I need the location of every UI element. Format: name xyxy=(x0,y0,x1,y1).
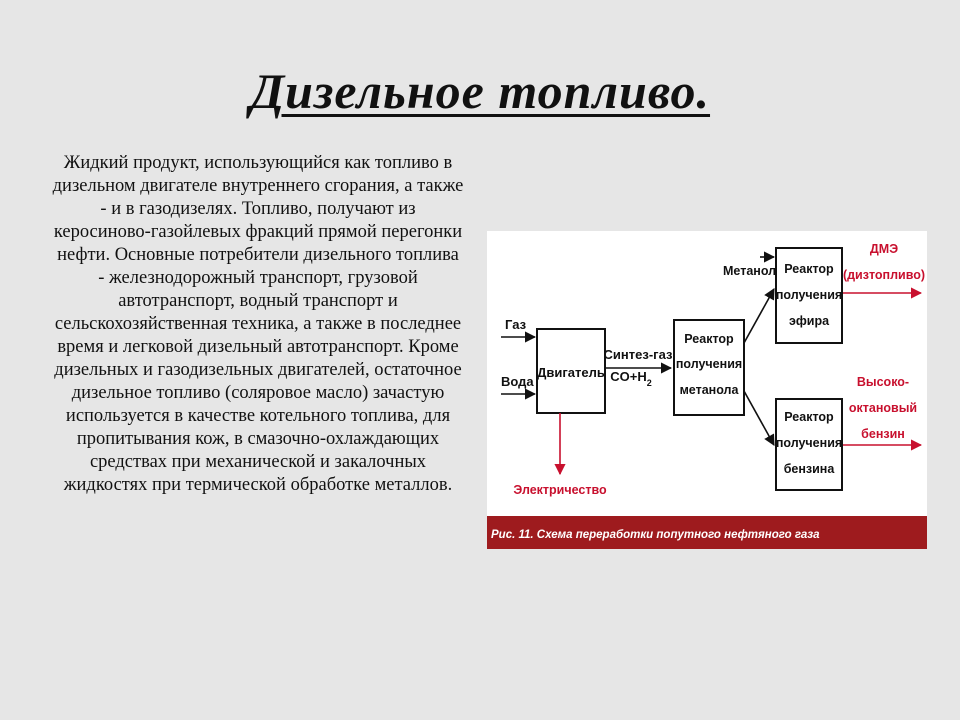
methanol-reactor-line2: получения xyxy=(675,357,743,371)
gas-label: Газ xyxy=(505,317,527,332)
process-diagram-svg xyxy=(487,231,927,549)
gasoline-output-line3: бензин xyxy=(861,427,905,441)
gasoline-output-line2: октановый xyxy=(848,401,918,415)
methanol-label: Метанол xyxy=(723,264,777,278)
process-diagram xyxy=(487,231,927,549)
syngas-formula-subscript: 2 xyxy=(646,378,652,388)
syngas-formula-main: CO+H xyxy=(610,369,647,384)
methanol-reactor-line1: Реактор xyxy=(684,332,734,346)
water-label: Вода xyxy=(501,374,534,389)
methanol-reactor-line3: метанола xyxy=(679,383,739,397)
ether-reactor-line2: получения xyxy=(775,288,843,302)
ether-reactor-line3: эфира xyxy=(788,314,830,328)
syngas-label: Синтез-газ xyxy=(603,347,673,362)
dme-output-line1: ДМЭ xyxy=(869,242,899,256)
ether-reactor-line1: Реактор xyxy=(784,262,834,276)
gasoline-reactor-line3: бензина xyxy=(783,462,835,476)
slide-title xyxy=(0,62,960,120)
slide-title-text: Дизельное топливо. xyxy=(249,63,711,119)
slide-body-text: Жидкий продукт, использующийся как топливо в дизельном двигателе внутреннего сгорания, а также - и в газодизелях. Топливо, получают из керосиново-газойлевых фракций прямой перегонки нефти. Основные потребители дизельного топлива - железнодорожный транспорт, грузовой автотранспорт, водный транспорт и сельскохозяйственная техника, а также в последнее время и легковой дизельный автотранспорт. Кроме дизельных и газодизельных двигателей, остаточное дизельное топливо (соляровое масло) зачастую используется в качестве котельного топлива, для пропитывания кож, в смазочно-охлаждающих средствах при механической и закалочных жидкостях при термической обработке металлов. xyxy=(52,153,464,495)
diagram-caption: Рис. 11. Схема переработки попутного нефтяного газа xyxy=(491,529,820,541)
electricity-label: Электричество xyxy=(513,483,607,497)
gasoline-reactor-line1: Реактор xyxy=(784,410,834,424)
gasoline-reactor-line2: получения xyxy=(775,436,843,450)
engine-label: Двигатель xyxy=(537,365,605,380)
dme-output-line2: (дизтопливо) xyxy=(842,268,926,282)
gasoline-output-line1: Высоко- xyxy=(856,375,910,389)
